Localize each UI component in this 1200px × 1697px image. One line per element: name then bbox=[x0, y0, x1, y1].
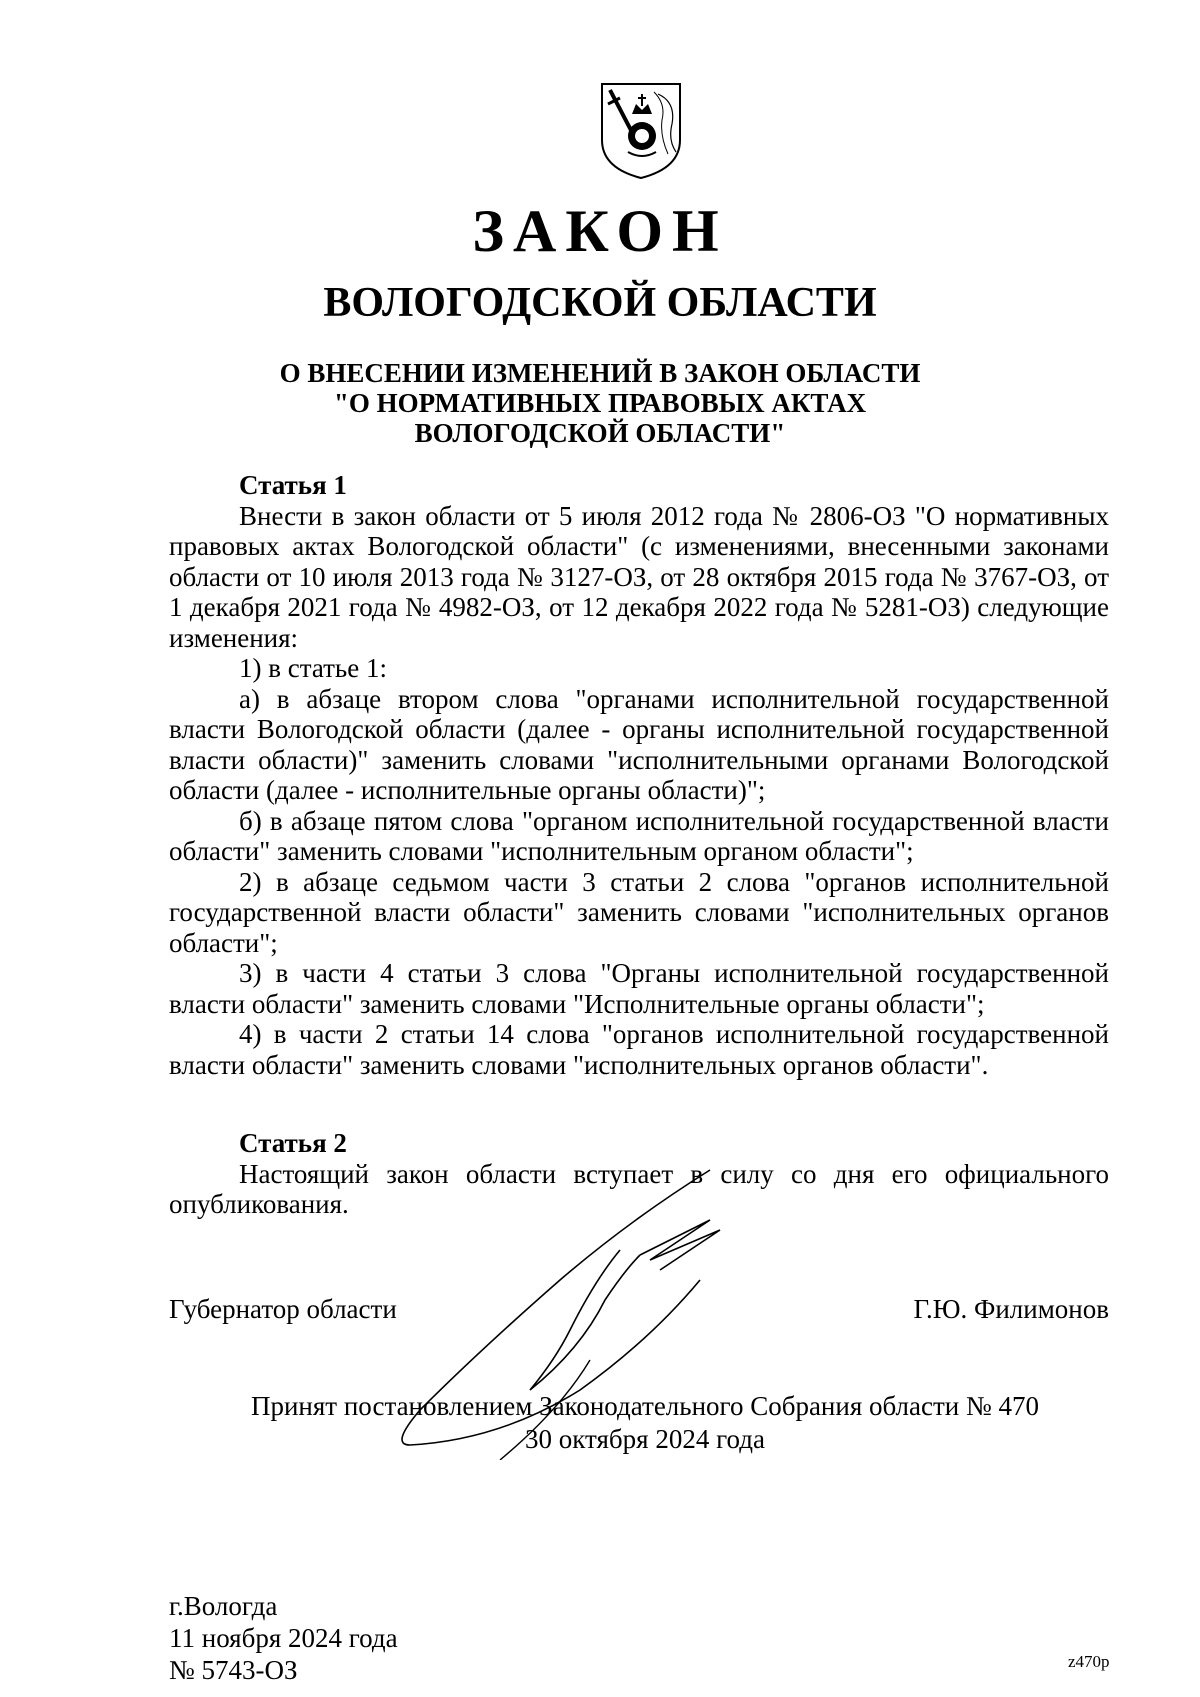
place-date-number bbox=[169, 1590, 398, 1686]
subtitle-line: ВОЛОГОДСКОЙ ОБЛАСТИ" bbox=[414, 418, 786, 448]
document-region: ВОЛОГОДСКОЙ ОБЛАСТИ bbox=[323, 280, 877, 326]
date: 11 ноября 2024 года bbox=[169, 1623, 398, 1653]
signatory-position: Губернатор области bbox=[169, 1294, 397, 1324]
coat-of-arms-emblem bbox=[598, 80, 684, 182]
law-number: № 5743-ОЗ bbox=[169, 1655, 298, 1685]
article-1-paragraph: 3) в части 4 статьи 3 слова "Органы исполнительной государственной власти области" заменить словами "Исполнительные органы области"; bbox=[169, 958, 1109, 1019]
article-1-paragraph: 2) в абзаце седьмом части 3 статьи 2 слова "органов исполнительной государственной власти области" заменить словами "исполнительных органов области"; bbox=[169, 866, 1109, 958]
article-1-paragraph: Внести в закон области от 5 июля 2012 года № 2806-ОЗ "О нормативных правовых актах Вологодской области" (с изменениями, внесенными законами области от 10 июля 2013 года № 3127-ОЗ, от 28 октября 2015 года № 3767-ОЗ, от 1 декабря 2021 года № 4982-ОЗ, от 12 декабря 2022 года № 5281-ОЗ) следующие изменения: bbox=[169, 500, 1109, 653]
adoption-line: Принят постановлением Законодательного Собрания области № 470 bbox=[250, 1391, 1040, 1421]
article-1-paragraph: 1) в статье 1: bbox=[239, 653, 387, 683]
document-subtitle bbox=[0, 358, 1200, 448]
adoption-line: 30 октября 2024 года bbox=[525, 1424, 765, 1454]
article-1-paragraph: б) в абзаце пятом слова "органом исполнительной государственной власти области" заменить словами "исполнительным органом области"; bbox=[169, 805, 1109, 866]
subtitle-line: О ВНЕСЕНИИ ИЗМЕНЕНИЙ В ЗАКОН ОБЛАСТИ bbox=[279, 358, 921, 388]
place: г.Вологда bbox=[169, 1591, 278, 1621]
article-1 bbox=[169, 470, 1109, 1080]
document-code: z470p bbox=[1068, 1652, 1110, 1671]
document-title: ЗАКОН bbox=[472, 198, 728, 264]
article-1-paragraph: а) в абзаце втором слова "органами исполнительной государственной власти Вологодской области (далее - органы исполнительной государственной власти области)" заменить словами "исполнительными органами Вологодской области (далее - исполнительные органы области)"; bbox=[169, 683, 1109, 805]
subtitle-line: "О НОРМАТИВНЫХ ПРАВОВЫХ АКТАХ bbox=[333, 388, 867, 418]
article-2 bbox=[169, 1128, 1109, 1220]
article-2-paragraph: Настоящий закон области вступает в силу со дня его официального опубликования. bbox=[169, 1158, 1109, 1219]
adoption-note bbox=[0, 1390, 1200, 1456]
signatory-name: Г.Ю. Филимонов bbox=[913, 1294, 1109, 1324]
article-1-heading: Статья 1 bbox=[239, 470, 347, 500]
article-2-heading: Статья 2 bbox=[239, 1128, 347, 1158]
article-1-paragraph: 4) в части 2 статьи 14 слова "органов исполнительной государственной власти области" заменить словами "исполнительных органов области". bbox=[169, 1019, 1109, 1080]
